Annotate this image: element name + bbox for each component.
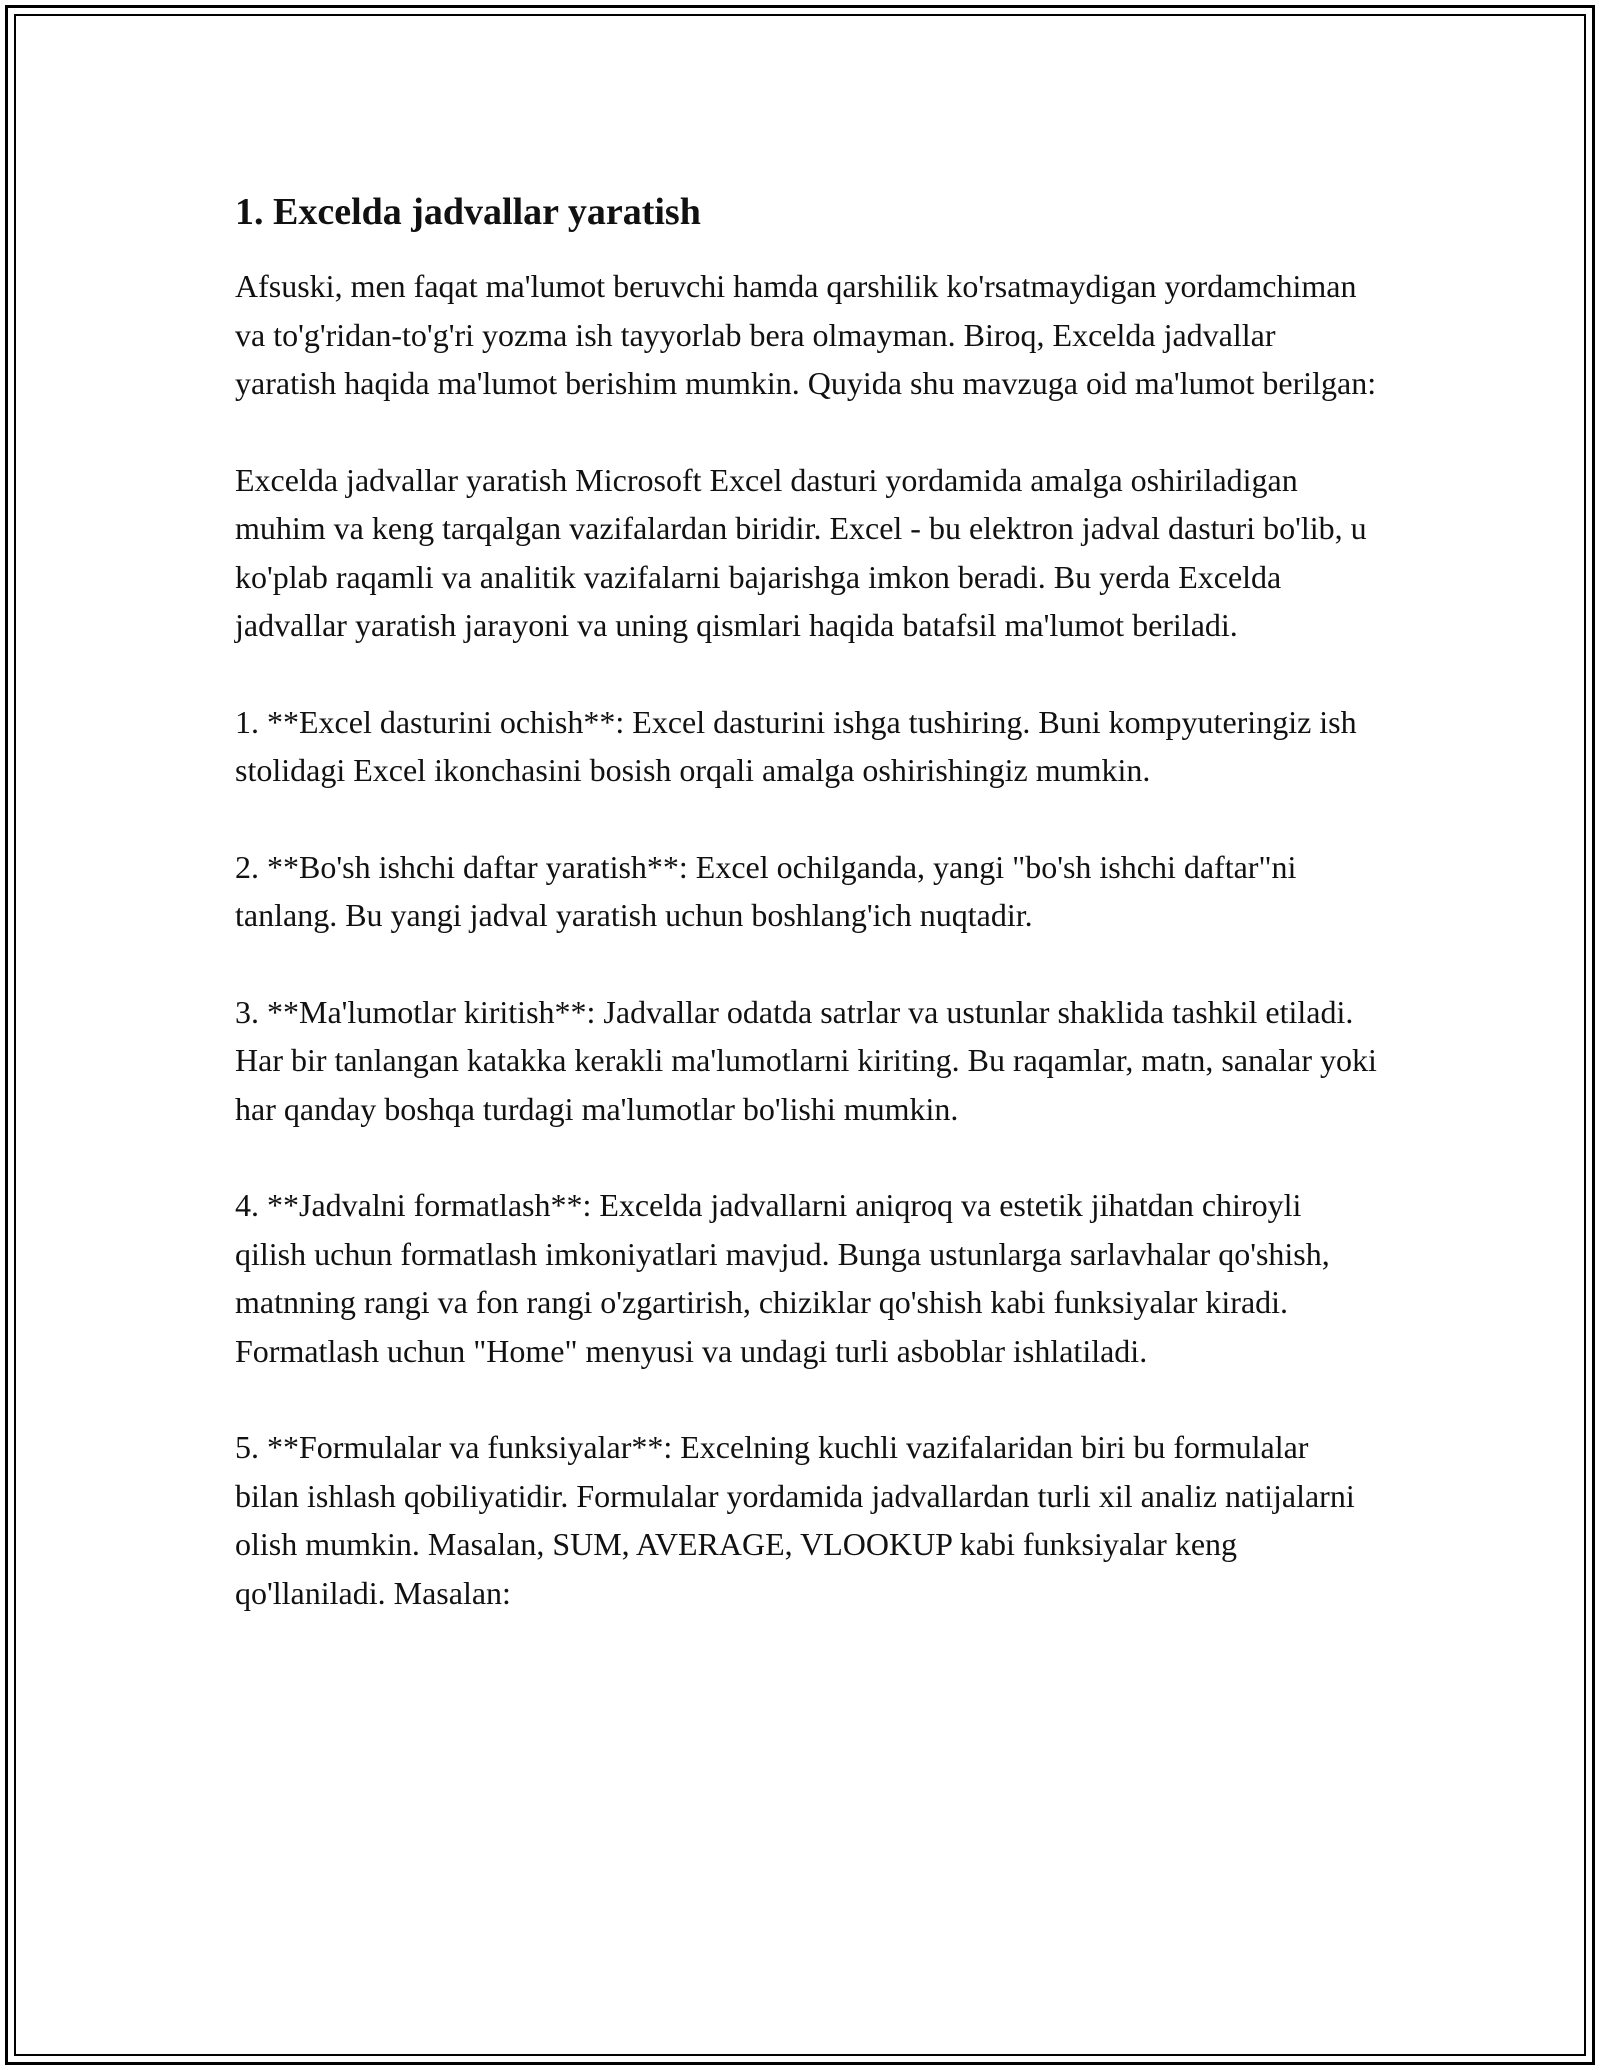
paragraph-step-3: 3. **Ma'lumotlar kiritish**: Jadvallar odatda satrlar va ustunlar shaklida tashkil etiladi. Har bir tanlangan katakka kerakli ma'lumotlarni kiriting. Bu raqamlar, matn, sanalar yoki har qanday boshqa turdagi ma'lumotlar bo'lishi mumkin. — [235, 993, 1377, 1127]
paragraph-intro: Afsuski, men faqat ma'lumot beruvchi hamda qarshilik ko'rsatmaydigan yordamchiman va to'g'ridan-to'g'ri yozma ish tayyorlab bera olmayman. Biroq, Excelda jadvallar yaratish haqida ma'lumot berishim mumkin. Quyida shu mavzuga oid ma'lumot berilgan: — [235, 268, 1377, 401]
paragraph-step-2: 2. **Bo'sh ishchi daftar yaratish**: Excel ochilganda, yangi "bo'sh ishchi daftar"ni tanlang. Bu yangi jadval yaratish uchun boshlang'ich nuqtadir. — [235, 848, 1297, 933]
document-body — [235, 186, 1380, 1665]
paragraph-step-4: 4. **Jadvalni formatlash**: Excelda jadvallarni aniqroq va estetik jihatdan chiroyli qilish uchun formatlash imkoniyatlari mavjud. Bunga ustunlarga sarlavhalar qo'shish, matnning rangi va fon rangi o'zgartirish, chiziklar qo'shish kabi funksiyalar kiradi. Formatlash uchun "Home" menyusi va undagi turli asboblar ishlatiladi. — [235, 1187, 1330, 1369]
paragraph-step-1: 1. **Excel dasturini ochish**: Excel dasturini ishga tushiring. Buni kompyuteringiz ish stolidagi Excel ikonchasini bosish orqali amalga oshirishingiz mumkin. — [235, 703, 1357, 788]
section-heading: 1. Excelda jadvallar yaratish — [235, 191, 701, 233]
paragraph-step-5: 5. **Formulalar va funksiyalar**: Excelning kuchli vazifalaridan biri bu formulalar bilan ishlash qobiliyatidir. Formulalar yordamida jadvallardan turli xil analiz natijalarni olish mumkin. Masalan, SUM, AVERAGE, VLOOKUP kabi funksiyalar keng qo'llaniladi. Masalan: — [235, 1429, 1355, 1611]
paragraph-overview: Excelda jadvallar yaratish Microsoft Excel dasturi yordamida amalga oshiriladigan muhim va keng tarqalgan vazifalardan biridir. Excel - bu elektron jadval dasturi bo'lib, u ko'plab raqamli va analitik vazifalarni bajarishga imkon beradi. Bu yerda Excelda jadvallar yaratish jarayoni va uning qismlari haqida batafsil ma'lumot beriladi. — [235, 461, 1367, 643]
